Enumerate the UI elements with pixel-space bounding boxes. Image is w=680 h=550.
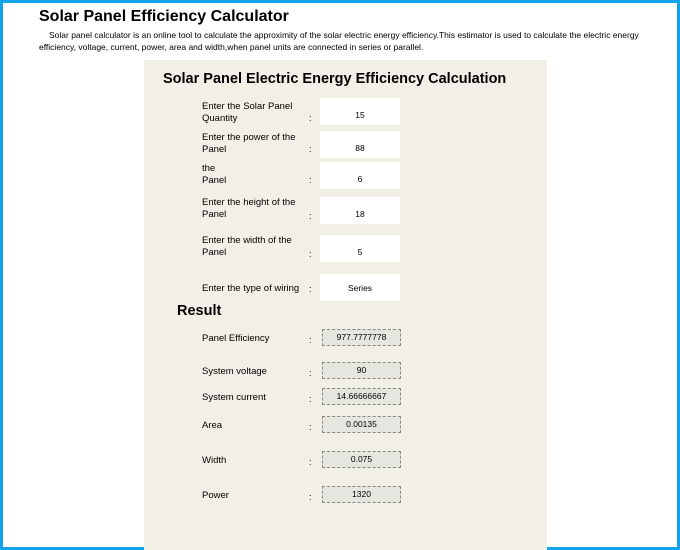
panel-colon: :: [309, 175, 312, 185]
power-label-line2: Panel: [202, 144, 227, 155]
height-input[interactable]: 18: [320, 197, 400, 224]
power-colon: :: [309, 144, 312, 154]
panel-label: [202, 163, 226, 187]
voltage-colon: :: [309, 368, 312, 378]
panel-label-line1: the: [202, 163, 216, 174]
wiring-type-select[interactable]: Series: [320, 274, 400, 301]
current-output: 14.66666667: [322, 388, 401, 405]
efficiency-label: Panel Efficiency: [202, 333, 270, 344]
power-input[interactable]: 88: [320, 131, 400, 158]
current-colon: :: [309, 394, 312, 404]
width-label-line2: Panel: [202, 247, 227, 258]
voltage-label: System voltage: [202, 366, 267, 377]
quantity-label-line1: Enter the Solar Panel: [202, 101, 293, 112]
width-output: 0.075: [322, 451, 401, 468]
efficiency-colon: :: [309, 335, 312, 345]
height-colon: :: [309, 211, 312, 221]
power-label: [202, 132, 295, 156]
intro-description: Solar panel calculator is an online tool to calculate the approximity of the solar electric energy efficiency.This estimator is used to calculate the electric energy efficiency, voltage, current, power, area and width,when panel units are connected in series or parallel.: [39, 30, 639, 52]
wiring-colon: :: [309, 284, 312, 294]
quantity-label: [202, 101, 292, 125]
calculator-panel: [144, 60, 547, 550]
panel-label-line2: Panel: [202, 175, 227, 186]
current-label: System current: [202, 392, 266, 403]
width-label: [202, 235, 292, 259]
width-result-colon: :: [309, 457, 312, 467]
height-label-line2: Panel: [202, 209, 227, 220]
power-result-label: Power: [202, 490, 229, 501]
quantity-colon: :: [309, 113, 312, 123]
area-label: Area: [202, 420, 223, 431]
width-colon: :: [309, 249, 312, 259]
power-output: 1320: [322, 486, 401, 503]
height-label: [202, 197, 295, 221]
wiring-label: Enter the type of wiring: [202, 283, 300, 294]
width-input[interactable]: 5: [320, 235, 400, 262]
area-output: 0.00135: [322, 416, 401, 433]
power-result-colon: :: [309, 492, 312, 502]
area-colon: :: [309, 422, 312, 432]
quantity-input[interactable]: 15: [320, 98, 400, 125]
power-label-line1: Enter the power of the: [202, 132, 296, 143]
width-label-line1: Enter the width of the: [202, 235, 292, 246]
panel-input[interactable]: 6: [320, 162, 400, 189]
calculator-title: Solar Panel Electric Energy Efficiency Calculation: [163, 71, 507, 87]
quantity-label-line2: Quantity: [202, 113, 238, 124]
page-title: Solar Panel Efficiency Calculator: [39, 8, 289, 25]
result-title: Result: [177, 303, 222, 319]
efficiency-output: 977.7777778: [322, 329, 401, 346]
voltage-output: 90: [322, 362, 401, 379]
height-label-line1: Enter the height of the: [202, 197, 296, 208]
width-result-label: Width: [202, 455, 227, 466]
